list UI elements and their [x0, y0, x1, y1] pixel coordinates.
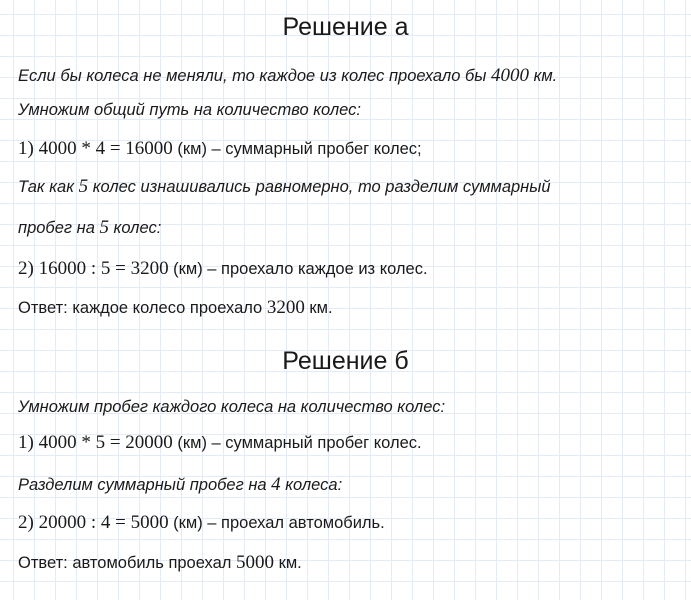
solution-a-line-1: Если бы колеса не меняли, то каждое из колес проехало бы 4000 км. [18, 65, 558, 86]
equation: 1) 4000 * 4 = 16000 [18, 138, 173, 159]
number: 5000 [236, 552, 275, 573]
number: 4000 [491, 65, 529, 86]
solution-a-step-1: 1) 4000 * 4 = 16000 (км) – суммарный пробег колес; [18, 138, 422, 159]
solution-a-step-2: 2) 16000 : 5 = 3200 (км) – проехало каждое из колес. [18, 258, 428, 279]
solution-a-line-5: пробег на 5 колес: [18, 217, 162, 238]
solution-b-line-3: Разделим суммарный пробег на 4 колеса: [18, 474, 343, 495]
solution-a-title: Решение а [282, 13, 409, 41]
equation: 1) 4000 * 5 = 20000 [18, 432, 173, 453]
solution-b-step-2: 2) 20000 : 4 = 5000 (км) – проехал автомобиль. [18, 512, 385, 533]
number: 5 [99, 217, 109, 238]
equation: 2) 20000 : 4 = 5000 [18, 512, 169, 533]
solution-b-step-1: 1) 4000 * 5 = 20000 (км) – суммарный пробег колес. [18, 432, 422, 453]
solution-a-line-2: Умножим общий путь на количество колес: [18, 101, 361, 119]
solution-b-title: Решение б [282, 347, 409, 375]
equation: 2) 16000 : 5 = 3200 [18, 258, 169, 279]
number: 4 [271, 474, 281, 495]
solution-a-line-4: Так как 5 колес изнашивались равномерно, то разделим суммарный [18, 176, 551, 197]
solution-b-answer: Ответ: автомобиль проехал 5000 км. [18, 552, 302, 573]
number: 5 [78, 176, 89, 197]
number: 3200 [266, 297, 305, 318]
solution-b-line-1: Умножим пробег каждого колеса на количество колес: [18, 398, 446, 416]
solution-a-answer: Ответ: каждое колесо проехало 3200 км. [18, 297, 333, 318]
